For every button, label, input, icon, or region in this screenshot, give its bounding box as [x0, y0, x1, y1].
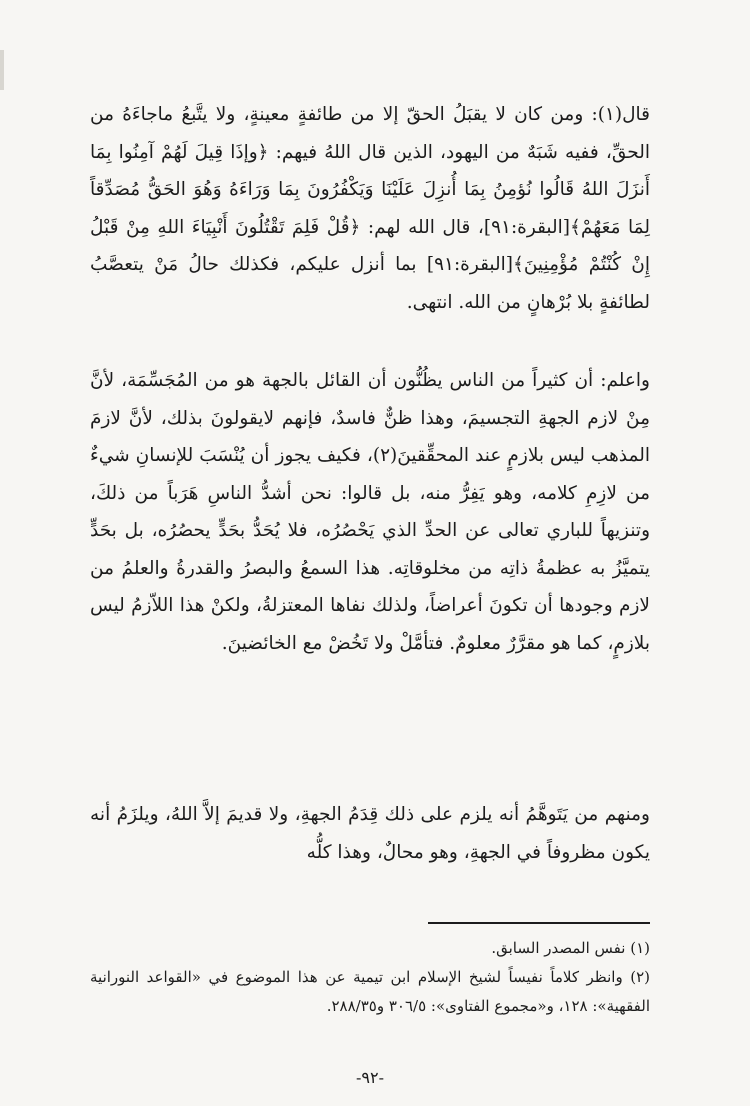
scan-edge-mark	[0, 50, 4, 90]
footnote-divider	[428, 922, 650, 924]
paragraph-jiha: واعلم: أن كثيراً من الناس يظُنُّون أن القائل بالجهة هو من المُجَسِّمَة، لأنَّ مِنْ لازم الجهةِ التجسيمَ، وهذا ظنٌّ فاسدٌ، فإنهم لايقولونَ بذلك، لأنَّ لازمَ المذهب ليس بلازمٍ عند المحقِّقينَ(٢)، فكيف يجوز أن يُنْسَبَ للإنسانِ شيءٌ من لازِمِ كلامه، وهو يَفِرُّ منه، بل قالوا: نحن أشدُّ الناسِ هَرَباً من ذلكَ، وتنزيهاً للباري تعالى عن الحدِّ الذي يَحْصُرُه، فلا يُحَدُّ بحَدٍّ يحصُرُه، بل بحَدٍّ يتميَّزُ به عظمةُ ذاتِه من مخلوقاتِه. هذا السمعُ والبصرُ والقدرةُ والعلمُ من لازم وجودها أن تكونَ أعراضاً، ولذلك نفاها المعتزلةُ، ولكنْ هذا اللاّزمُ ليس بلازمٍ، كما هو مقرَّرٌ معلومٌ. فتأمَّلْ ولا تَخُضْ مع الخائضينَ.	[90, 370, 650, 654]
footnote-1: (١) نفس المصدر السابق.	[491, 939, 650, 957]
page-number: -٩٢-	[356, 1068, 384, 1087]
footnote-2: (٢) وانظر كلاماً نفيساً لشيخ الإسلام ابن تيمية عن هذا الموضوع في «القواعد النورانية الفقهية»: ١٢٨، و«مجموع الفتاوى»: ٣٠٦/٥ و٢٨٨/٣٥.	[90, 968, 650, 1015]
footnotes	[90, 934, 650, 1021]
book-page	[90, 96, 650, 1087]
paragraph-qidam: ومنهم من يَتَوهَّمُ أنه يلزم على ذلك قِدَمُ الجهةِ، ولا قديمَ إلاَّ اللهُ، ويلزَمُ أنه يكون مظروفاً في الجهةِ، وهو محالٌ، وهذا كلُّه	[90, 804, 650, 863]
paragraph-quote: قال(١): ومن كان لا يقبَلُ الحقّ إلا من طائفةٍ معينةٍ، ولا يتَّبعُ ماجاءَهُ من الحقِّ، ففيه شَبَهٌ من اليهود، الذين قال اللهُ فيهم: ﴿وإذَا قِيلَ لَهُمْ آمِنُوا بِمَا أَنزَلَ اللهُ قَالُوا نُؤمِنُ بِمَا أُنزِلَ عَلَيْنَا وَيَكْفُرُونَ بِمَا وَرَاءَهُ وَهُوَ الحَقُّ مُصَدِّقاً لِمَا مَعَهُمْ﴾[البقرة:٩١]، قال الله لهم: ﴿قُلْ فَلِمَ تَقْتُلُونَ أَنْبِيَاءَ اللهِ مِنْ قَبْلُ إِنْ كُنْتُمْ مُؤْمِنِينَ﴾[البقرة:٩١] بما أنزل عليكم، فكذلك حالُ مَنْ يتعصَّبُ لطائفةٍ بلا بُرْهانٍ من الله. انتهى.	[90, 104, 650, 313]
